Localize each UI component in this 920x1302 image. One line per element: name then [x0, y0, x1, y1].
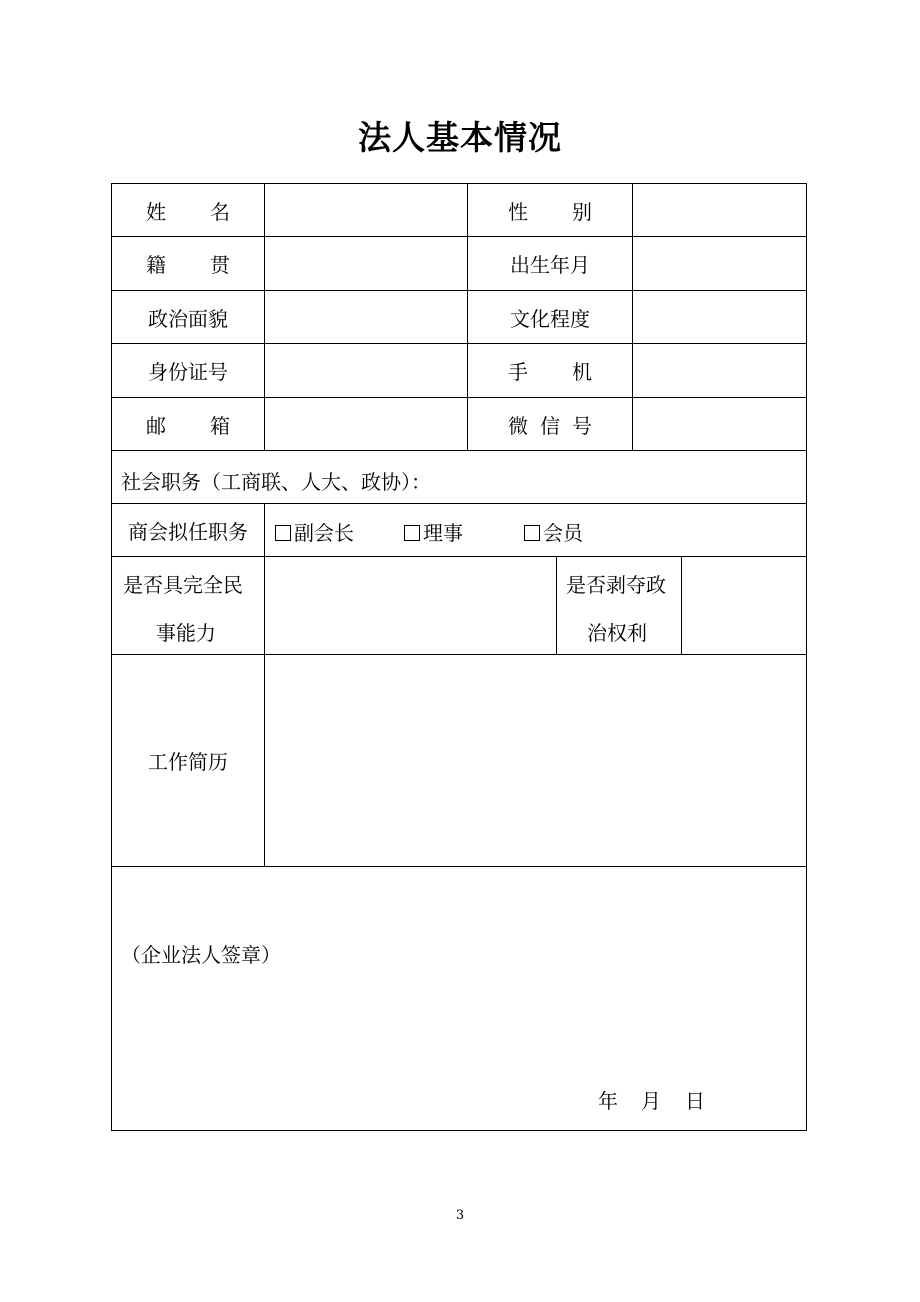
capacity-label-line1: 是否具完全民 — [123, 573, 243, 597]
table-border-bottom — [111, 1130, 807, 1131]
table-border-right — [806, 183, 807, 1131]
political-label-cell — [112, 291, 264, 343]
birth-field[interactable] — [633, 237, 806, 290]
page-number: 3 — [455, 1208, 465, 1223]
option-label: 理事 — [423, 521, 463, 545]
work-history-label-cell — [112, 655, 264, 866]
column-divider — [556, 556, 557, 654]
mobile-field[interactable] — [633, 344, 806, 397]
deprived-field[interactable] — [682, 557, 806, 654]
birth-label-cell — [468, 237, 632, 290]
date-day: 日 — [685, 1089, 705, 1113]
mobile-label-cell — [468, 344, 636, 397]
checkbox-icon[interactable] — [524, 525, 540, 541]
email-label: 邮箱 — [146, 413, 274, 438]
legal-person-info-table — [111, 183, 807, 1131]
seal-label: （企业法人签章） — [121, 943, 281, 967]
birth-label: 出生年月 — [510, 253, 590, 277]
row-divider — [111, 450, 807, 451]
checkbox-icon[interactable] — [275, 525, 291, 541]
option-vice-president[interactable] — [275, 517, 354, 546]
form-title: 法人基本情况 — [358, 118, 562, 157]
name-label-cell — [112, 184, 264, 236]
social-duty-label: 社会职务（工商联、人大、政协）： — [121, 470, 431, 494]
education-field[interactable] — [633, 291, 806, 343]
native-label-cell — [112, 237, 274, 290]
capacity-field[interactable] — [265, 557, 556, 654]
checkbox-icon[interactable] — [404, 525, 420, 541]
option-label: 会员 — [543, 521, 583, 545]
wechat-field[interactable] — [633, 398, 806, 450]
native-label: 籍贯 — [146, 253, 274, 277]
native-field[interactable] — [265, 237, 467, 290]
chamber-duty-label: 商会拟任职务 — [128, 519, 248, 544]
name-field[interactable] — [265, 184, 467, 236]
option-label: 副会长 — [294, 521, 354, 545]
chamber-duty-label-cell — [112, 504, 264, 556]
political-field[interactable] — [265, 291, 467, 343]
id-label-cell — [112, 344, 264, 397]
capacity-label-line2: 事能力 — [156, 621, 216, 645]
work-history-field[interactable] — [265, 655, 806, 866]
education-label: 文化程度 — [510, 306, 590, 331]
date-year: 年 — [598, 1089, 618, 1113]
wechat-label-cell — [468, 398, 632, 450]
deprived-label-line1: 是否剥夺政 — [566, 573, 666, 597]
option-member[interactable] — [524, 517, 583, 546]
id-label: 身份证号 — [148, 360, 228, 384]
political-label: 政治面貌 — [148, 306, 228, 331]
date-month: 月 — [641, 1089, 661, 1113]
name-label — [146, 196, 230, 225]
row-divider — [111, 866, 807, 867]
email-label-cell — [112, 398, 274, 450]
gender-label: 性别 — [508, 199, 636, 224]
mobile-label: 手机 — [508, 360, 636, 384]
work-history-label: 工作简历 — [148, 750, 228, 774]
deprived-label-line2: 治权利 — [587, 621, 647, 645]
gender-field[interactable] — [633, 184, 806, 236]
id-field[interactable] — [265, 344, 467, 397]
column-divider — [264, 503, 265, 556]
name-label-text: 姓 名 — [146, 199, 230, 224]
email-field[interactable] — [265, 398, 467, 450]
wechat-label: 微信号 — [508, 413, 604, 438]
gender-label-cell — [468, 184, 636, 236]
option-director[interactable] — [404, 517, 463, 546]
education-label-cell — [468, 291, 632, 343]
